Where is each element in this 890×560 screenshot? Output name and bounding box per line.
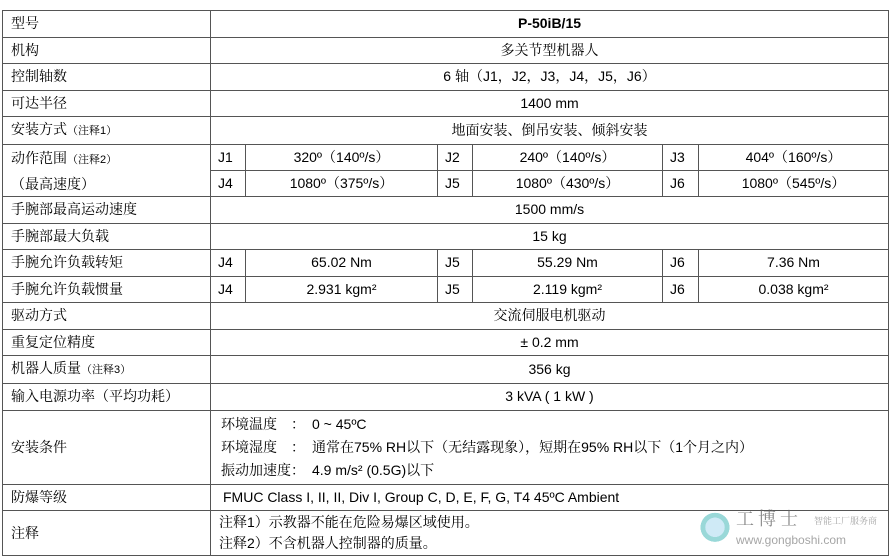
mass-note: （注释3） bbox=[81, 364, 132, 376]
row-drive bbox=[3, 303, 889, 330]
mass-label: 机器人质量 bbox=[11, 360, 81, 376]
row-inertia bbox=[3, 276, 889, 303]
row-notes bbox=[3, 511, 889, 556]
wrist-speed-label: 手腕部最高运动速度 bbox=[3, 197, 211, 224]
mechanism-value: 多关节型机器人 bbox=[211, 37, 889, 64]
row-power bbox=[3, 384, 889, 411]
mechanism-label: 机构 bbox=[3, 37, 211, 64]
notes-label: 注释 bbox=[3, 511, 211, 556]
torque-value: 65.02 Nm bbox=[246, 250, 438, 277]
power-label: 输入电源功率（平均功耗） bbox=[3, 384, 211, 411]
row-repeatability bbox=[3, 329, 889, 356]
mass-value: 356 kg bbox=[211, 356, 889, 384]
joint-label: J6 bbox=[663, 250, 699, 277]
joint-label: J5 bbox=[438, 250, 473, 277]
row-conditions bbox=[3, 410, 889, 484]
joint-value: 240º（140º/s） bbox=[473, 145, 663, 171]
condition-line: 振动加速度： 4.9 m/s² (0.5G)以下 bbox=[221, 461, 435, 478]
row-reach bbox=[3, 90, 889, 117]
joint-label: J2 bbox=[438, 145, 473, 171]
watermark-tagline: 智能工厂服务商 bbox=[814, 516, 878, 526]
repeatability-label: 重复定位精度 bbox=[3, 329, 211, 356]
row-mechanism bbox=[3, 37, 889, 64]
condition-line: 环境湿度 ： 通常在75% RH以下（无结露现象），短期在95% RH以下（1个月之内） bbox=[221, 438, 754, 455]
row-motion-1 bbox=[3, 145, 889, 171]
power-value: 3 kVA ( 1 kW ) bbox=[211, 384, 889, 411]
repeatability-value: ± 0.2 mm bbox=[211, 329, 889, 356]
torque-value: 7.36 Nm bbox=[699, 250, 889, 277]
spec-table bbox=[2, 10, 889, 556]
model-value: P-50iB/15 bbox=[517, 15, 582, 32]
note-line: 注释1）示教器不能在危险易爆区域使用。 bbox=[219, 514, 479, 530]
axes-label: 控制轴数 bbox=[3, 64, 211, 91]
watermark-url: www.gongboshi.com bbox=[736, 533, 847, 547]
mounting-label: 安装方式 bbox=[11, 121, 67, 137]
watermark-brand: 工博士 bbox=[736, 509, 802, 530]
joint-label: J3 bbox=[663, 145, 699, 171]
inertia-value: 0.038 kgm² bbox=[699, 276, 889, 303]
explosion-label: 防爆等级 bbox=[3, 484, 211, 511]
mounting-note: （注释1） bbox=[67, 125, 118, 137]
row-mounting bbox=[3, 117, 889, 145]
joint-label: J4 bbox=[211, 276, 246, 303]
joint-value: 1080º（545º/s） bbox=[699, 171, 889, 197]
inertia-label: 手腕允许负载惯量 bbox=[3, 276, 211, 303]
model-label: 型号 bbox=[3, 11, 211, 38]
explosion-value: FMUC Class I, II, II, Div I, Group C, D, E, F, G, T4 45ºC Ambient bbox=[211, 484, 889, 511]
inertia-value: 2.119 kgm² bbox=[473, 276, 663, 303]
joint-label: J5 bbox=[438, 276, 473, 303]
joint-label: J6 bbox=[663, 276, 699, 303]
row-torque bbox=[3, 250, 889, 277]
row-model bbox=[3, 11, 889, 38]
payload-value: 15 kg bbox=[211, 223, 889, 250]
condition-line: 环境温度 ： 0 ~ 45ºC bbox=[221, 415, 367, 432]
drive-label: 驱动方式 bbox=[3, 303, 211, 330]
joint-label: J6 bbox=[663, 171, 699, 197]
reach-label: 可达半径 bbox=[3, 90, 211, 117]
joint-value: 1080º（375º/s） bbox=[246, 171, 438, 197]
row-payload bbox=[3, 223, 889, 250]
row-explosion bbox=[3, 484, 889, 511]
payload-label: 手腕部最大负载 bbox=[3, 223, 211, 250]
mounting-value: 地面安装、倒吊安装、倾斜安装 bbox=[211, 117, 889, 145]
motion-label2: （最高速度） bbox=[11, 175, 95, 192]
motion-label: 动作范围 bbox=[11, 149, 67, 166]
row-axes bbox=[3, 64, 889, 91]
torque-value: 55.29 Nm bbox=[473, 250, 663, 277]
motion-note: （注释2） bbox=[67, 153, 118, 166]
axes-value: 6 轴（J1，J2，J3，J4，J5，J6） bbox=[211, 64, 889, 91]
note-line: 注释2）不含机器人控制器的质量。 bbox=[219, 535, 437, 551]
joint-label: J1 bbox=[211, 145, 246, 171]
joint-label: J4 bbox=[211, 171, 246, 197]
row-wrist-speed bbox=[3, 197, 889, 224]
joint-label: J5 bbox=[438, 171, 473, 197]
joint-label: J4 bbox=[211, 250, 246, 277]
wrist-speed-value: 1500 mm/s bbox=[211, 197, 889, 224]
joint-value: 320º（140º/s） bbox=[246, 145, 438, 171]
joint-value: 404º（160º/s） bbox=[699, 145, 889, 171]
joint-value: 1080º（430º/s） bbox=[473, 171, 663, 197]
row-mass bbox=[3, 356, 889, 384]
conditions-label: 安装条件 bbox=[3, 410, 211, 484]
inertia-value: 2.931 kgm² bbox=[246, 276, 438, 303]
reach-value: 1400 mm bbox=[211, 90, 889, 117]
torque-label: 手腕允许负载转矩 bbox=[3, 250, 211, 277]
drive-value: 交流伺服电机驱动 bbox=[211, 303, 889, 330]
